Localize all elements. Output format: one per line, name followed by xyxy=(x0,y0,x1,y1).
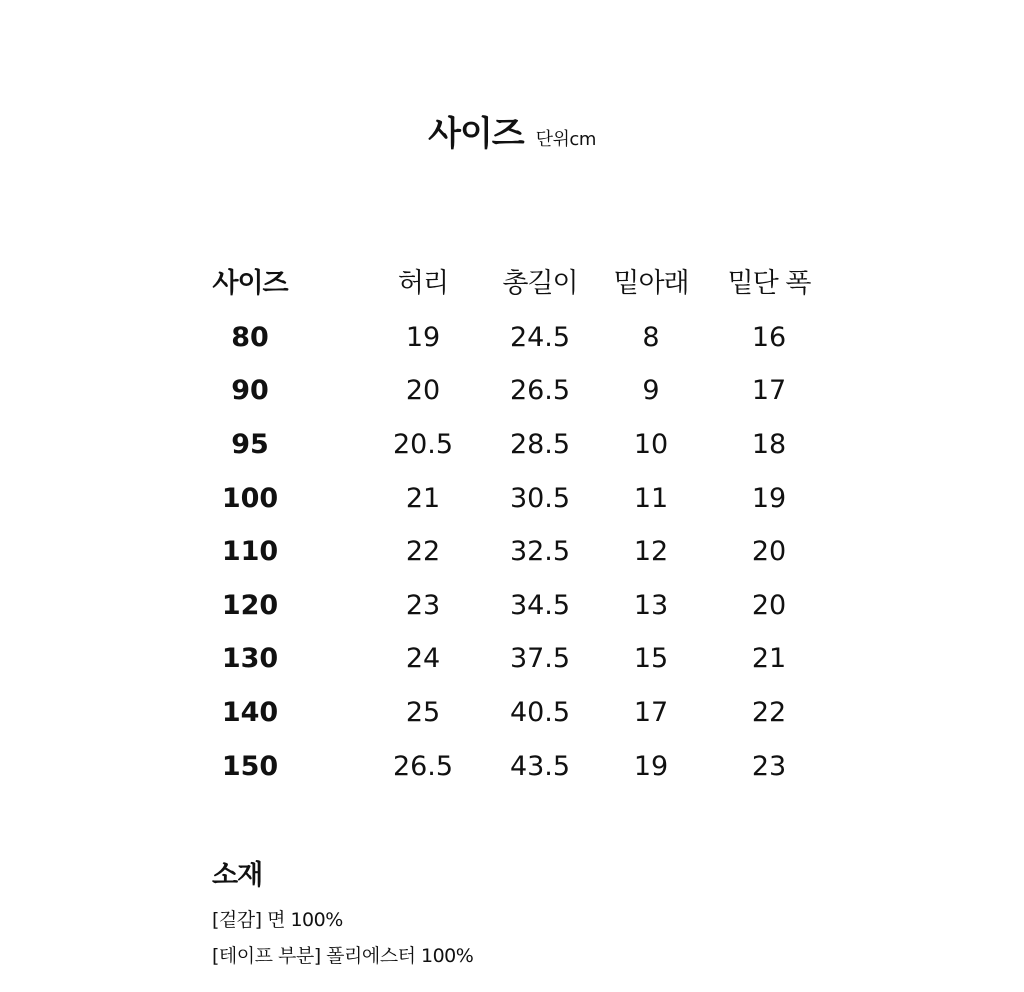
material-section xyxy=(212,853,473,974)
hem-width-cell: 16 xyxy=(751,322,787,353)
waist-cell: 20 xyxy=(405,375,441,406)
total-length-cell: 40.5 xyxy=(509,697,571,728)
rise-cell: 19 xyxy=(633,751,669,782)
rise-cell: 15 xyxy=(633,643,669,674)
header-size: 사이즈 xyxy=(212,268,288,299)
total-length-cell: 32.5 xyxy=(509,536,571,567)
hem-width-cell: 18 xyxy=(751,429,787,460)
hem-width-cell: 19 xyxy=(751,483,787,514)
total-length-cell: 37.5 xyxy=(509,643,571,674)
header-waist: 허리 xyxy=(397,268,449,299)
waist-cell: 22 xyxy=(405,536,441,567)
total-length-cell: 26.5 xyxy=(509,375,571,406)
size-cell: 80 xyxy=(231,322,269,353)
hem-width-cell: 17 xyxy=(751,375,787,406)
rise-cell: 17 xyxy=(633,697,669,728)
header-rise: 밑아래 xyxy=(613,268,689,299)
rise-cell: 13 xyxy=(633,590,669,621)
page-title: 사이즈 xyxy=(428,114,524,154)
material-title: 소재 xyxy=(212,860,263,891)
waist-cell: 26.5 xyxy=(392,751,454,782)
header-total-length: 총길이 xyxy=(502,268,578,299)
waist-cell: 20.5 xyxy=(392,429,454,460)
rise-cell: 11 xyxy=(633,483,669,514)
hem-width-cell: 20 xyxy=(751,536,787,567)
waist-cell: 23 xyxy=(405,590,441,621)
size-cell: 150 xyxy=(221,751,279,782)
rise-cell: 12 xyxy=(633,536,669,567)
size-cell: 120 xyxy=(221,590,279,621)
total-length-cell: 28.5 xyxy=(509,429,571,460)
size-cell: 95 xyxy=(231,429,269,460)
total-length-cell: 24.5 xyxy=(509,322,571,353)
size-cell: 130 xyxy=(221,643,279,674)
material-line-tape: [테이프 부분] 폴리에스터 100% xyxy=(212,945,474,967)
size-cell: 140 xyxy=(221,697,279,728)
hem-width-cell: 21 xyxy=(751,643,787,674)
rise-cell: 9 xyxy=(642,375,660,406)
size-cell: 90 xyxy=(231,375,269,406)
size-cell: 100 xyxy=(221,483,279,514)
hem-width-cell: 23 xyxy=(751,751,787,782)
header-hem-width: 밑단 폭 xyxy=(727,268,811,299)
unit-label: 단위cm xyxy=(535,129,596,150)
total-length-cell: 34.5 xyxy=(509,590,571,621)
hem-width-cell: 20 xyxy=(751,590,787,621)
rise-cell: 8 xyxy=(642,322,660,353)
hem-width-cell: 22 xyxy=(751,697,787,728)
size-cell: 110 xyxy=(221,536,279,567)
waist-cell: 24 xyxy=(405,643,441,674)
rise-cell: 10 xyxy=(633,429,669,460)
waist-cell: 25 xyxy=(405,697,441,728)
waist-cell: 19 xyxy=(405,322,441,353)
total-length-cell: 43.5 xyxy=(509,751,571,782)
waist-cell: 21 xyxy=(405,483,441,514)
total-length-cell: 30.5 xyxy=(509,483,571,514)
material-line-outer: [겉감] 면 100% xyxy=(212,909,343,931)
